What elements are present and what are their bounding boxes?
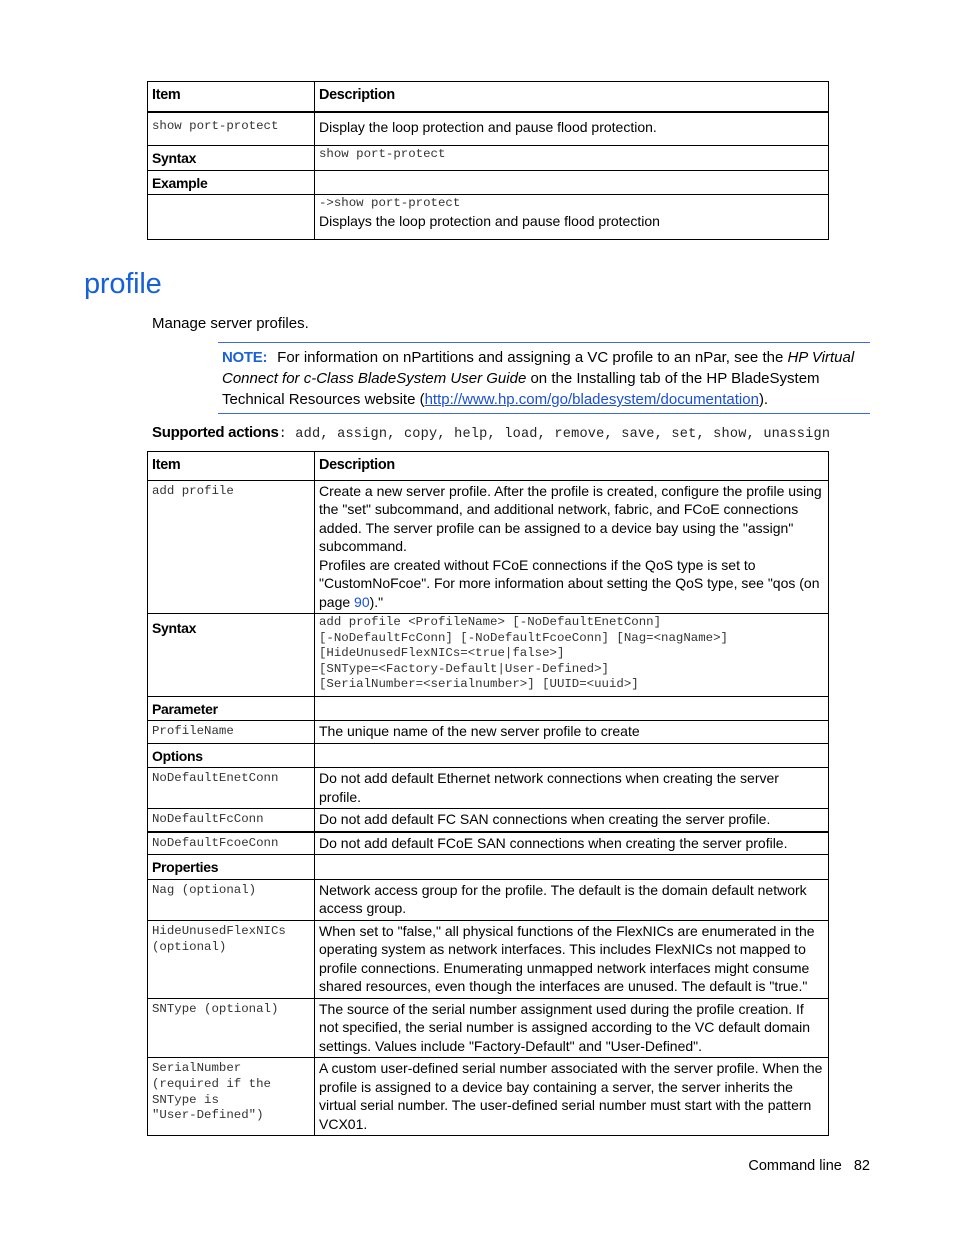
add-profile-table — [147, 451, 829, 1136]
syntax-line: add profile <ProfileName> [-NoDefaultEnetConn] — [319, 615, 662, 629]
syntax-line: [HideUnusedFlexNICs=<true|false>] — [319, 646, 565, 661]
add-profile-fcoe-note — [319, 556, 824, 612]
add-profile-description: Create a new server profile. After the profile is created, configure the profile using the "set" subcommand, and additional network, fabric, and FCoE connections added. The server profile can be assigned to a device bay using the "assign" subcommand. — [319, 482, 822, 554]
table-row — [148, 146, 829, 171]
example-command: ->show port-protect — [319, 196, 461, 210]
property-item-qualifier: SNType is — [152, 1092, 219, 1107]
supported-actions — [152, 424, 830, 442]
example-text: Displays the loop protection and pause flood protection — [319, 212, 660, 229]
properties-label: Properties — [148, 855, 315, 880]
note-box — [218, 342, 870, 414]
property-description: A custom user-defined serial number associated with the server profile. When the profile is assigned to a device bay containing a server, the server inherits the virtual serial number. The user-defined serial number must start with the pattern VCX01. — [315, 1058, 829, 1136]
table-row — [148, 879, 829, 920]
header-item: Item — [148, 452, 315, 481]
option-item: NoDefaultEnetConn — [152, 771, 279, 786]
section-intro: Manage server profiles. — [152, 315, 309, 332]
table-row — [148, 696, 829, 721]
table-row — [148, 768, 829, 809]
header-item: Item — [148, 82, 315, 112]
fcoe-note-text: Profiles are created without FCoE connections if the QoS type is set to "CustomNoFcoe". For more information about setting the QoS type, see "qos (on page — [319, 556, 820, 610]
property-item-qualifier: (optional) — [152, 939, 227, 954]
table-row — [148, 112, 829, 146]
syntax-label: Syntax — [148, 146, 315, 171]
table-row — [148, 920, 829, 998]
header-description: Description — [315, 82, 829, 112]
options-label: Options — [148, 743, 315, 768]
property-item-qualifier: (required if the — [152, 1077, 271, 1092]
note-text: For information on nPartitions and assigning a VC profile to an nPar, see the — [277, 349, 788, 366]
syntax-label: Syntax — [148, 614, 315, 697]
section-title: profile — [84, 268, 162, 300]
command-cell: show port-protect — [152, 118, 279, 133]
note-text-end: ). — [758, 391, 769, 408]
table-row — [148, 809, 829, 832]
note-text-after: on the Installing tab of the HP BladeSystem Technical Resources website ( — [222, 370, 820, 408]
page-footer — [736, 1158, 870, 1174]
example-label: Example — [148, 170, 315, 195]
property-item: HideUnusedFlexNICs — [152, 923, 286, 938]
table-header-row — [148, 82, 829, 112]
property-description: Network access group for the profile. The default is the domain default network access group. — [315, 879, 829, 920]
table-row — [148, 832, 829, 855]
table-row — [148, 998, 829, 1058]
syntax-line: [-NoDefaultFcConn] [-NoDefaultFcoeConn] [Nag=<nagName>] — [319, 630, 728, 645]
fcoe-note-end: )." — [369, 593, 384, 610]
syntax-line: [SNType=<Factory-Default|User-Defined>] — [319, 661, 609, 676]
property-item: SNType (optional) — [152, 1001, 279, 1016]
page-number: 82 — [853, 1158, 870, 1174]
table-row — [148, 480, 829, 614]
parameter-label: Parameter — [148, 696, 315, 721]
syntax-value: show port-protect — [319, 147, 446, 161]
table-row — [148, 1058, 829, 1136]
property-description: When set to "false," all physical functions of the FlexNICs are enumerated in the operating system as network interfaces. This includes FlexNICs not mapped to profile connections. Enumerating unmapped network interfaces might consume shared resources, even though the interfaces are unused. The default is "true." — [315, 920, 829, 998]
option-description: Do not add default Ethernet network connections when creating the server profile. — [315, 768, 829, 809]
page-link[interactable]: 90 — [354, 593, 370, 610]
option-description: Do not add default FCoE SAN connections when creating the server profile. — [315, 832, 829, 855]
table-row — [148, 170, 829, 195]
syntax-line: [SerialNumber=<serialnumber>] [UUID=<uuid>] — [319, 677, 639, 692]
property-item: Nag (optional) — [152, 882, 257, 897]
profile-name-item: ProfileName — [152, 724, 234, 739]
table-row — [148, 743, 829, 768]
footer-section: Command line — [748, 1158, 842, 1174]
header-description: Description — [315, 452, 829, 481]
table-row — [148, 721, 829, 744]
note-guide-title: HP Virtual Connect for c-Class BladeSystem User Guide — [222, 349, 855, 387]
table-row — [148, 195, 829, 240]
note-label: NOTE: — [222, 349, 268, 366]
add-profile-item: add profile — [152, 483, 234, 498]
supported-actions-label: Supported actions — [152, 424, 279, 441]
property-description: The source of the serial number assignment used during the profile creation. If not specified, the serial number is assigned according to the VC default domain settings. Values include "Factory-Default" and "User-Defined". — [315, 998, 829, 1058]
description-cell: Display the loop protection and pause flood protection. — [315, 112, 829, 146]
table-header-row — [148, 452, 829, 481]
table-row — [148, 855, 829, 880]
documentation-link[interactable]: http://www.hp.com/go/bladesystem/documentation — [424, 391, 759, 408]
profile-name-description: The unique name of the new server profile to create — [315, 721, 829, 744]
port-protect-table — [147, 81, 829, 240]
option-item: NoDefaultFcConn — [152, 812, 264, 827]
supported-actions-values: : add, assign, copy, help, load, remove, save, set, show, unassign — [278, 427, 831, 442]
property-item-qualifier: "User-Defined") — [152, 1108, 264, 1123]
property-item: SerialNumber — [152, 1061, 242, 1076]
table-row — [148, 614, 829, 697]
option-item: NoDefaultFcoeConn — [152, 835, 279, 850]
option-description: Do not add default FC SAN connections when creating the server profile. — [315, 809, 829, 832]
